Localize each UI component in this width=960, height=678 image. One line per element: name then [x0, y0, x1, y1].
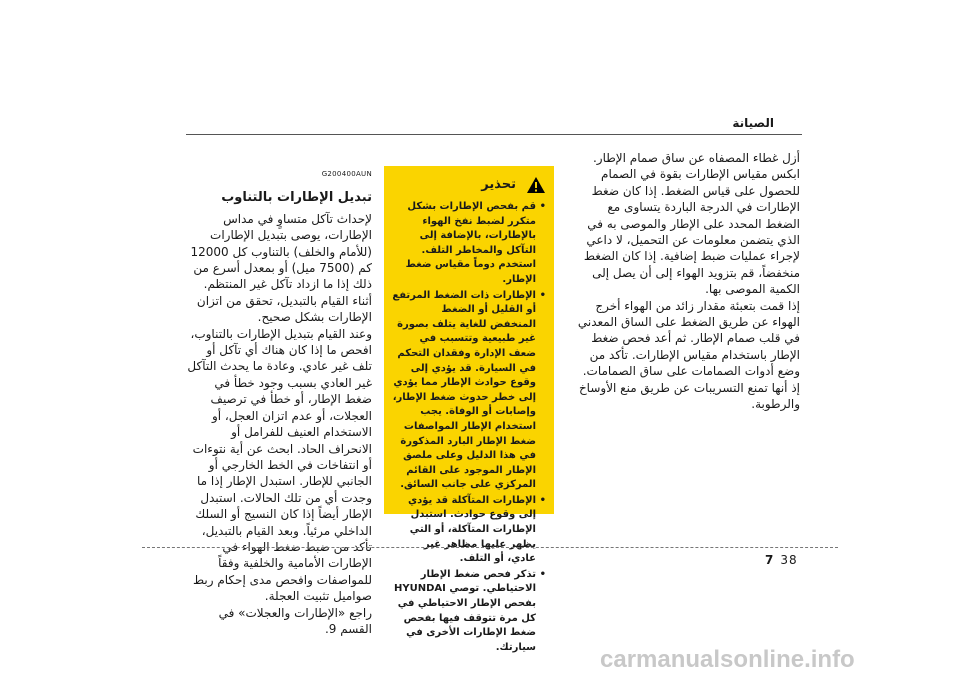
- warning-triangle-icon: [526, 176, 546, 194]
- section-title: تبديل الإطارات بالتناوب: [221, 190, 372, 206]
- warning-item: • قم بفحص الإطارات بشكل متكرر لضبط نفخ الهواء بالإطارات، بالإضافة إلى التآكل والمخاطر التلف. استخدم دوماً مقياس ضغط الإطار.: [392, 200, 546, 288]
- warning-list: [392, 200, 546, 655]
- paragraph: لإحداث تآكل متساوٍ في مداس الإطارات، يوصى بتبديل الإطارات (للأمام والخلف) بالتناوب كل 12000 كم (7500 ميل) أو بمعدل أسرع من ذلك إذا ما ازداد تآكل غير المنتظم.: [190, 211, 372, 292]
- warning-item: • الإطارات المتآكلة قد يؤدي إلى وقوع حوادث. استبدل الإطارات المتآكلة، أو التي يظهر عليها مظاهر غير عادي، أو التلف.: [392, 494, 546, 567]
- page-header-title: الصيانة: [732, 116, 774, 130]
- warning-item: • الإطارات ذات الضغط المرتفع أو القليل أو الضغط المنخفض للغاية يتلف بصورة غير طبيعية وتتسبب في ضعف الإدارة وفقدان التحكم في السيارة. قد يؤدي إلى وقوع حوادث الإطار مما يؤدي إلى خطر حدوث ضغط الإطار، وإصابات أو الوفاة. يجب استخدام الإطار المواصفات ضغط الإطار البارد المذكورة في هذا الدليل وعلى ملصق الإطار الموجود على القائم المركزي على جانب السائق.: [392, 289, 546, 493]
- warning-box: [384, 166, 554, 653]
- paragraph: إذا قمت بتعبئة مقدار زائد من الهواء أخرج الهواء عن طريق الضغط على الساق المعدني في قلب صمام الإطار. ثم أعد فحص ضغط الإطار باستخدام مقياس الإطارات. تأكد من وضع أدوات الصمامات على ساق الصمامات.: [577, 298, 800, 379]
- column-left: [186, 166, 372, 637]
- chapter-number: 7: [765, 553, 775, 567]
- warning-title: تحذير: [481, 176, 516, 192]
- header-rule: [186, 134, 802, 135]
- watermark: carmanualsonline.info: [600, 646, 855, 673]
- warning-header: [392, 176, 546, 194]
- warning-item: • تذكر فحص ضغط الإطار الاحتياطي. توصي HYUNDAI بفحص الإطار الاحتياطي في كل مرة تتوقف فيها بفحص ضغط الإطارات الأخرى في سيارتك.: [392, 568, 546, 656]
- footer-rule: [142, 547, 838, 548]
- paragraph: راجع «الإطارات والعجلات» في القسم 9.: [218, 605, 372, 636]
- paragraph: وعند القيام بتبديل الإطارات بالتناوب، افحص ما إذا كان هناك أي تآكل أو تلف غير عادي. وعادة ما يحدث التآكل غير العادي بسبب وجود خطأ في ضغط الإطار، أو خطأ في ترصيف العجلات، أو عدم اتزان العجل، أو الاستخدام العنيف للفرامل أو الانحراف الحاد. ابحث عن أية نتوءات أو انتفاخات في الخط الخارجي أو الجانبي للإطار. استبدل الإطار إذا ما وجدت أي من تلك الحالات. استبدل الإطار أيضاً إذا كان النسيج أو السلك الداخلي مرئياً. وبعد القيام بالتبديل، تأكد من ضبط ضغط الهواء في الإطارات الأمامية والخلفية وفقاً للمواصفات وافحص مدى إحكام ربط صواميل تثبيت العجلة.: [187, 326, 372, 604]
- paragraph: إذ أنها تمنع التسريبات عن طريق منع الأوساخ والرطوبة.: [578, 380, 800, 412]
- page-number: [765, 553, 798, 567]
- paragraph: أزل غطاء المصفاه عن ساق صمام الإطار. ابكس مقياس الإطارات بقوة في الصمام للحصول على قياس الضغط. إذا كان ضغط الإطارات في الدرجة الباردة يتساوى مع الضغط المحدد على الإطار والموصى به في الذي يتضمن معلومات عن التحميل، لا داعي لإجراء عمليات ضبط إضافية. إذا كان الضغط منخفضاً، قم بتزويد الهواء إلى أن يصل إلى الكمية الموصى بها.: [583, 151, 800, 297]
- column-right: [570, 150, 800, 413]
- section-code: G200400AUN: [321, 170, 372, 178]
- page-number-value: 38: [780, 553, 798, 567]
- paragraph: أثناء القيام بالتبديل، تحقق من اتزان الإطارات بشكل صحيح.: [196, 293, 372, 325]
